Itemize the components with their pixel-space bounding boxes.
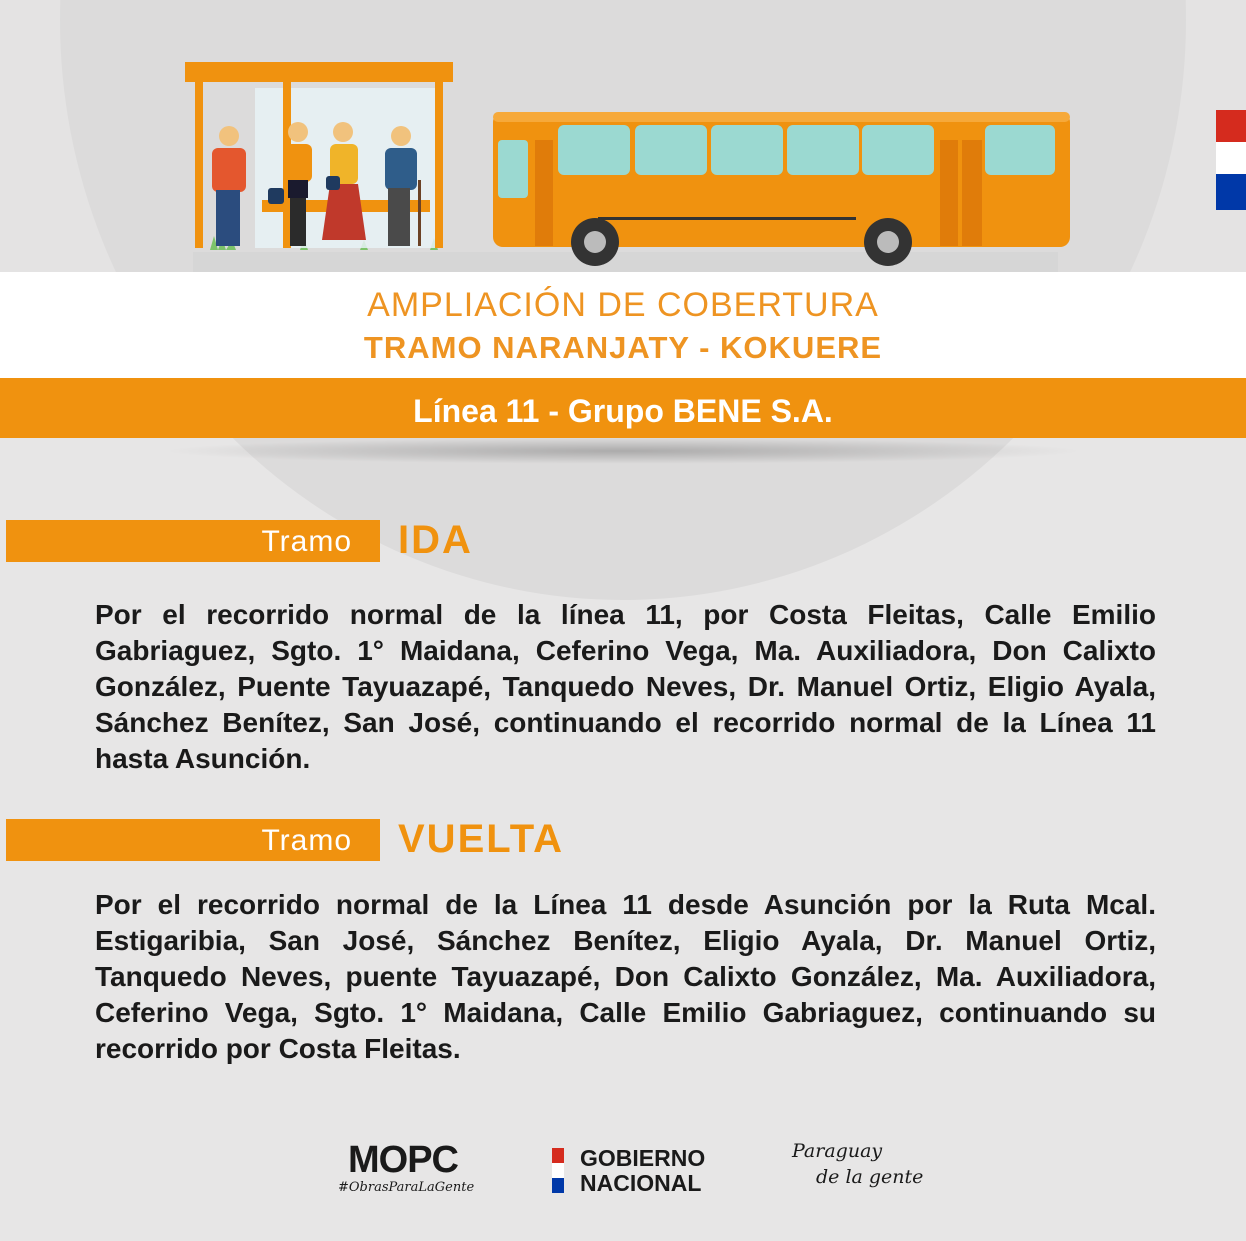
tramo-ida-kind: IDA xyxy=(398,518,473,562)
vuelta-route-text: Por el recorrido normal de la Línea 11 desde Asunción por la Ruta Mcal. Estigaribia, San José, Sánchez Benítez, Eligio Ayala, Dr. Manuel Ortiz, Tanquedo Neves, puente Tayuazapé, Don Calixto González, Ma. Auxiliadora, Ceferino Vega, Sgto. 1° Maidana, Calle Emilio Gabriaguez, continuando su recorrido por Costa Fleitas. xyxy=(95,889,1156,1064)
tramo-vuelta-kind: VUELTA xyxy=(398,817,565,861)
person-1 xyxy=(212,126,246,246)
tramo-vuelta-label: Tramo xyxy=(6,819,380,861)
bus xyxy=(493,112,1070,266)
hero-illustration xyxy=(0,0,1246,272)
ida-route-text: Por el recorrido normal de la línea 11, por Costa Fleitas, Calle Emilio Gabriaguez, Sgto. 1° Maidana, Ceferino Vega, Ma. Auxiliadora, Don Calixto González, Puente Tayuazapé, Tanquedo Neves, Dr. Manuel Ortiz, Eligio Ayala, Sánchez Benítez, San José, continuando el recorrido normal de la Línea 11 hasta Asunción. xyxy=(95,599,1156,774)
line-label-banner: Línea 11 - Grupo BENE S.A. xyxy=(0,378,1246,438)
flag-red-stripe xyxy=(1216,110,1246,142)
title-line-1: AMPLIACIÓN DE COBERTURA xyxy=(367,286,879,324)
gobierno-line-1: GOBIERNO xyxy=(580,1145,706,1171)
mopc-wordmark: MOPC xyxy=(348,1139,458,1181)
gobierno-nacional-text xyxy=(580,1146,705,1196)
paraguay-line-1: Paraguay xyxy=(792,1140,883,1162)
paraguay-de-la-gente-logo xyxy=(792,1140,923,1188)
title-line-2: TRAMO NARANJATY - KOKUERE xyxy=(363,330,883,365)
gobierno-flag-icon xyxy=(552,1148,564,1193)
paraguay-line-2: de la gente xyxy=(816,1166,924,1188)
flag-blue-stripe xyxy=(1216,174,1246,210)
mopc-logo xyxy=(338,1139,475,1195)
sidewalk xyxy=(193,252,1058,272)
banner-shadow xyxy=(160,438,1086,464)
bus-stop-illustration xyxy=(0,0,1246,272)
gobierno-line-2: NACIONAL xyxy=(580,1170,702,1196)
tramo-ida-label: Tramo xyxy=(6,520,380,562)
flag-white-stripe xyxy=(1216,142,1246,174)
mopc-hashtag: #ObrasParaLaGente xyxy=(338,1180,475,1195)
